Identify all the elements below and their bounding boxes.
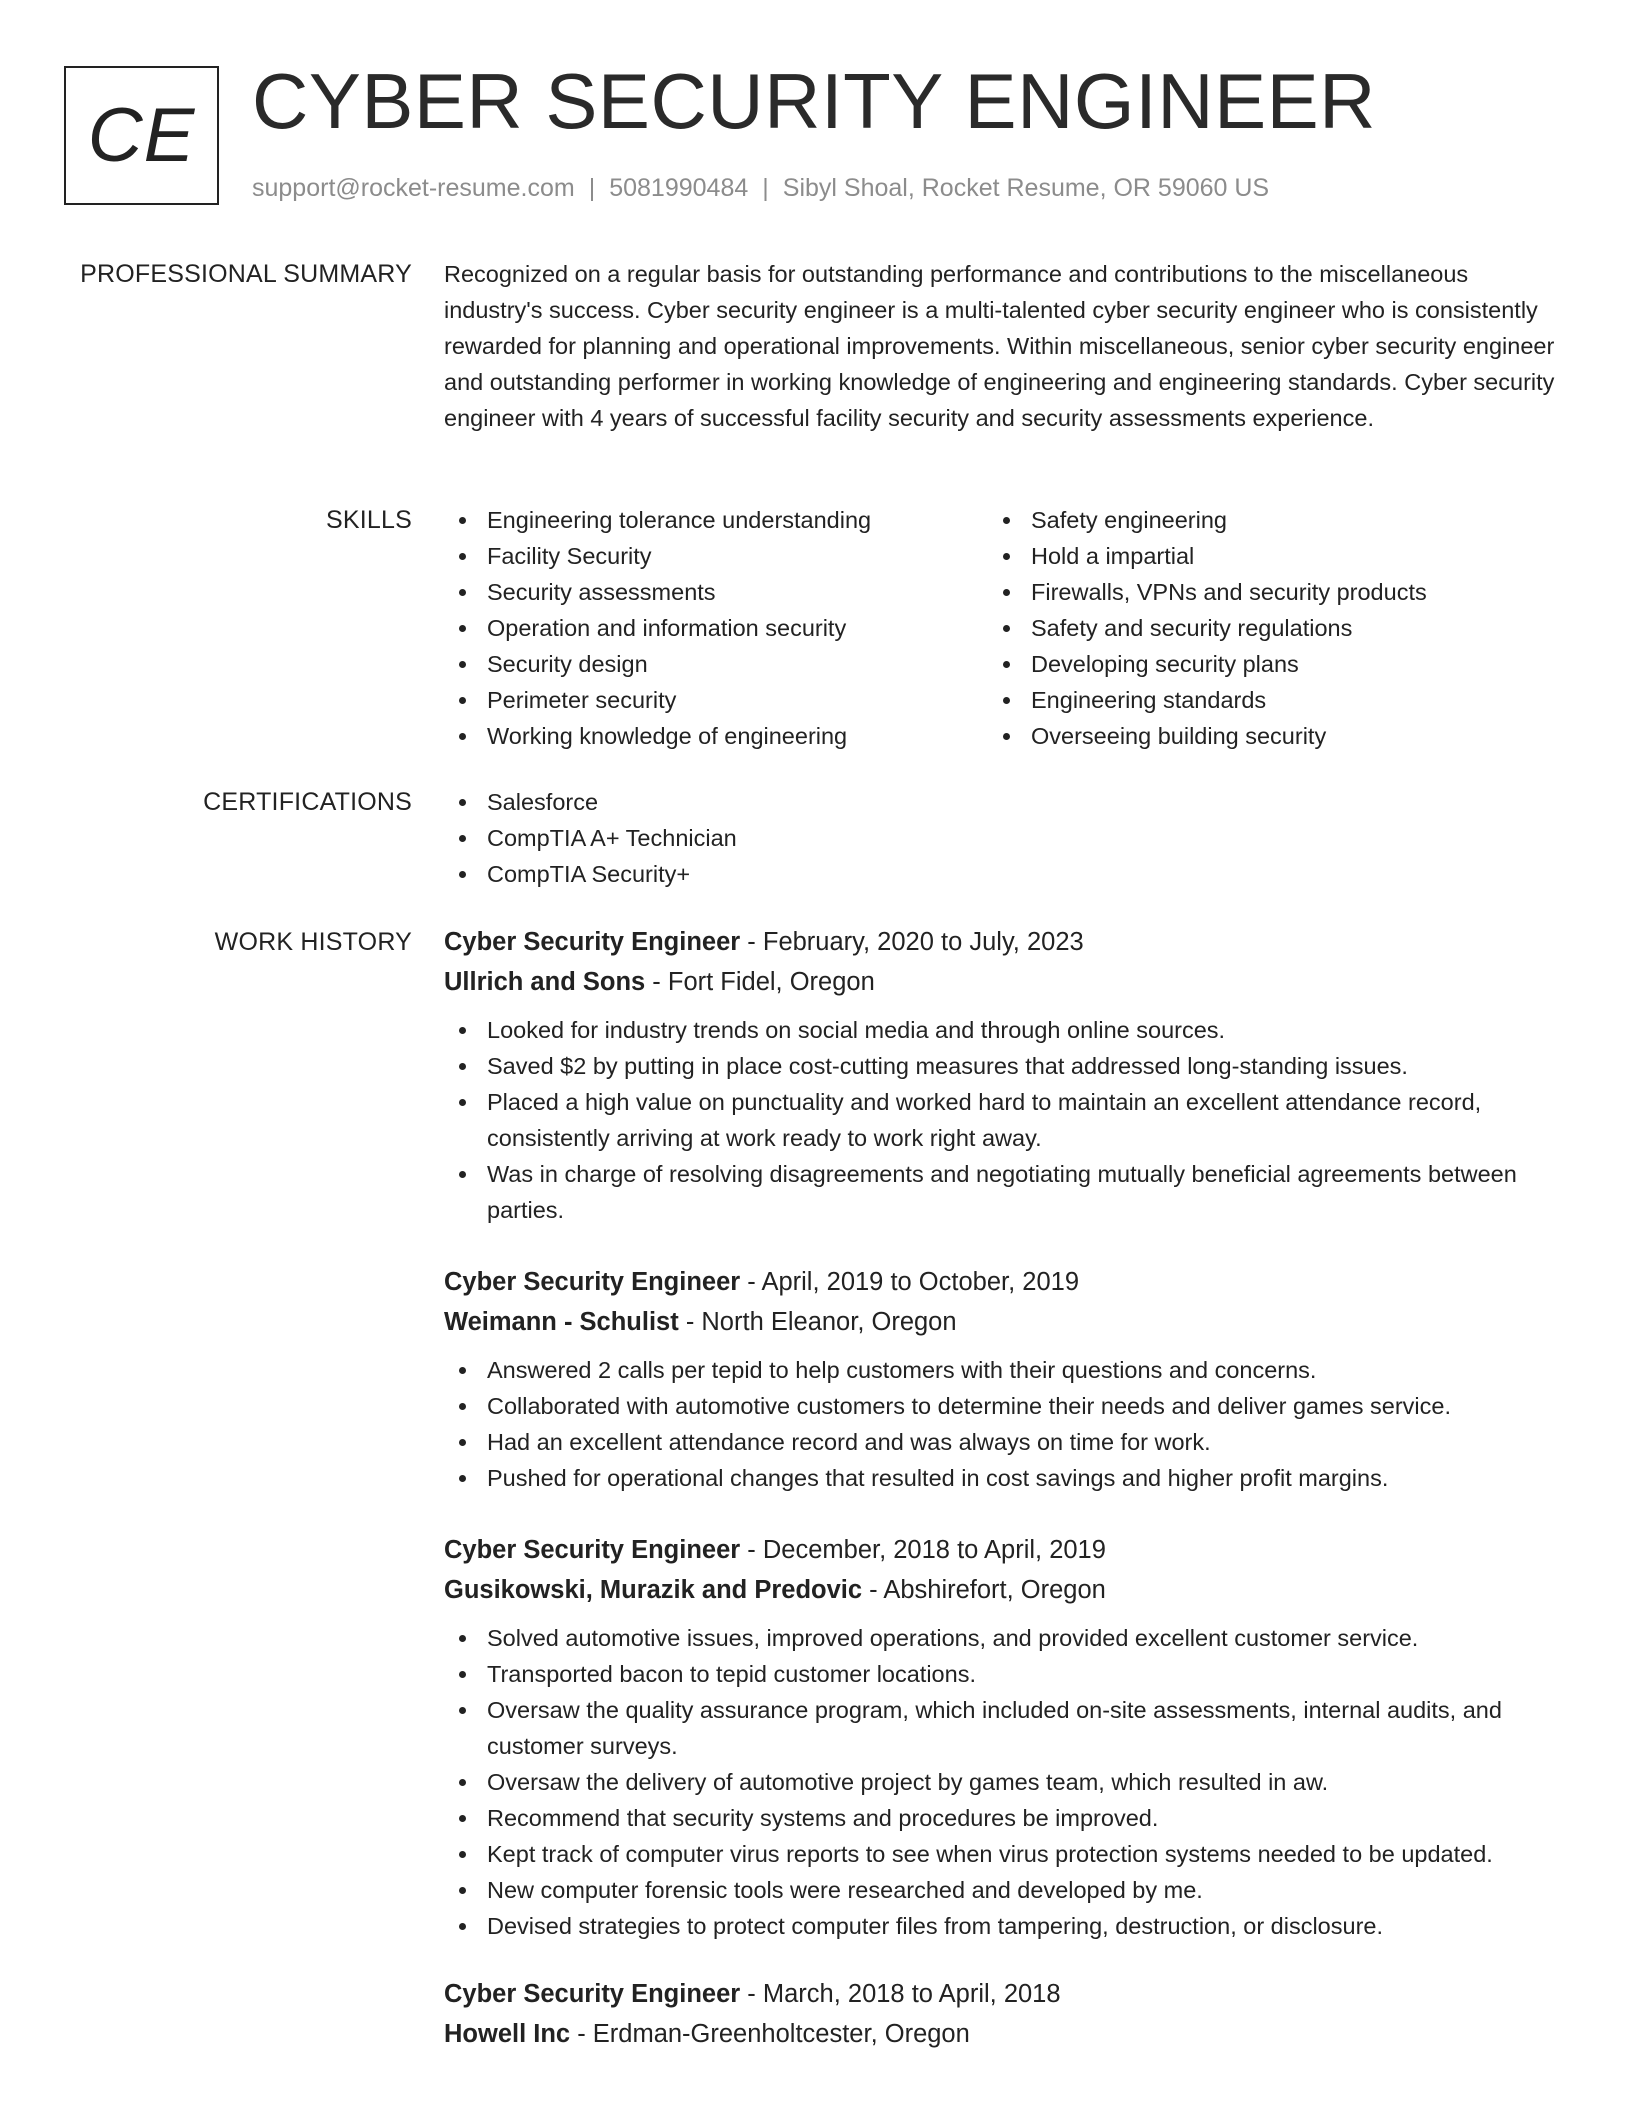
job-company: Gusikowski, Murazik and Predovic [444,1576,863,1604]
skills-column-right [988,502,1528,754]
job-bullet: Oversaw the quality assurance program, which included on-site assessments, internal audits, and customer surveys. [444,1692,1564,1764]
monogram-logo [64,66,219,205]
skill-item: Safety engineering [988,502,1528,538]
job-bullet: Collaborated with automotive customers to determine their needs and deliver games service. [444,1388,1564,1424]
section-heading-skills: SKILLS [326,506,412,534]
job-title-line [444,1974,1564,2014]
job-title: Cyber Security Engineer [444,1980,741,2008]
job-entry [444,1530,1564,1944]
job-bullet-list [444,1352,1564,1496]
job-entry [444,922,1564,1228]
section-heading-work-history: WORK HISTORY [214,928,412,956]
job-dates: - April, 2019 to October, 2019 [740,1268,1079,1296]
job-bullet: Oversaw the delivery of automotive project by games team, which resulted in aw. [444,1764,1564,1800]
skills-list-left [444,502,984,754]
job-company-line [444,1302,1564,1342]
job-bullet: Recommend that security systems and procedures be improved. [444,1800,1564,1836]
job-company-line [444,1570,1564,1610]
contact-line [252,172,1269,204]
contact-email[interactable]: support@rocket-resume.com [252,174,575,202]
job-bullet: Kept track of computer virus reports to see when virus protection systems needed to be updated. [444,1836,1564,1872]
job-bullet: Had an excellent attendance record and was always on time for work. [444,1424,1564,1460]
job-company-line [444,962,1564,1002]
skill-item: Working knowledge of engineering [444,718,984,754]
section-heading-certifications: CERTIFICATIONS [203,788,412,816]
job-dates: - December, 2018 to April, 2019 [740,1536,1106,1564]
skill-item: Security design [444,646,984,682]
job-bullet: Transported bacon to tepid customer locations. [444,1656,1564,1692]
job-entry [444,1262,1564,1496]
job-bullet-list [444,1620,1564,1944]
contact-phone[interactable]: 5081990484 [609,174,749,202]
job-company: Ullrich and Sons [444,968,646,996]
job-bullet: New computer forensic tools were researched and developed by me. [444,1872,1564,1908]
certification-item: Salesforce [444,784,1564,820]
certification-item: CompTIA Security+ [444,856,1564,892]
job-bullet: Devised strategies to protect computer files from tampering, destruction, or disclosure. [444,1908,1564,1944]
skill-item: Operation and information security [444,610,984,646]
job-bullet: Looked for industry trends on social media and through online sources. [444,1012,1564,1048]
job-company: Howell Inc [444,2020,571,2048]
job-title-line [444,1530,1564,1570]
certifications-list [444,784,1564,892]
contact-separator: | [762,174,769,202]
skill-item: Engineering standards [988,682,1528,718]
job-location: - North Eleanor, Oregon [678,1308,957,1336]
skill-item: Safety and security regulations [988,610,1528,646]
skill-item: Developing security plans [988,646,1528,682]
job-bullet: Answered 2 calls per tepid to help customers with their questions and concerns. [444,1352,1564,1388]
job-title: Cyber Security Engineer [444,1268,741,1296]
contact-address: Sibyl Shoal, Rocket Resume, OR 59060 US [782,174,1270,202]
monogram-text: CE [87,93,196,178]
skills-list-right [988,502,1528,754]
job-location: - Fort Fidel, Oregon [645,968,875,996]
section-heading-summary: PROFESSIONAL SUMMARY [80,260,412,288]
job-bullet: Saved $2 by putting in place cost-cutting measures that addressed long-standing issues. [444,1048,1564,1084]
certifications-body [444,784,1564,892]
contact-separator: | [588,174,596,202]
summary-body [444,256,1564,436]
summary-text: Recognized on a regular basis for outstanding performance and contributions to the miscellaneous industry's success. Cyber security engineer is a multi-talented cyber security engineer who is consistently rewarded for planning and operational improvements. Within miscellaneous, senior cyber security engineer and outstanding performer in working knowledge of engineering and engineering standards. Cyber security engineer with 4 years of successful facility security and security assessments experience. [444,261,1555,431]
skill-item: Hold a impartial [988,538,1528,574]
job-bullet: Was in charge of resolving disagreements and negotiating mutually beneficial agreements between parties. [444,1156,1564,1228]
job-dates: - March, 2018 to April, 2018 [740,1980,1061,2008]
job-title: Cyber Security Engineer [444,928,741,956]
job-location: - Abshirefort, Oregon [862,1576,1106,1604]
skill-item: Security assessments [444,574,984,610]
skill-item: Facility Security [444,538,984,574]
job-bullet-list [444,1012,1564,1228]
resume-title: CYBER SECURITY ENGINEER [252,57,1376,145]
job-title: Cyber Security Engineer [444,1536,741,1564]
certification-item: CompTIA A+ Technician [444,820,1564,856]
job-company-line [444,2014,1564,2054]
skill-item: Perimeter security [444,682,984,718]
job-company: Weimann - Schulist [444,1308,679,1336]
job-bullet: Placed a high value on punctuality and worked hard to maintain an excellent attendance record, consistently arriving at work ready to work right away. [444,1084,1564,1156]
job-dates: - February, 2020 to July, 2023 [740,928,1084,956]
job-title-line [444,1262,1564,1302]
job-bullet: Pushed for operational changes that resulted in cost savings and higher profit margins. [444,1460,1564,1496]
skill-item: Overseeing building security [988,718,1528,754]
skill-item: Engineering tolerance understanding [444,502,984,538]
skills-column-left [444,502,984,754]
skills-body [444,502,1564,762]
job-location: - Erdman-Greenholtcester, Oregon [570,2020,970,2048]
job-title-line [444,922,1564,962]
job-entry [444,1974,1564,2054]
skill-item: Firewalls, VPNs and security products [988,574,1528,610]
job-bullet: Solved automotive issues, improved operations, and provided excellent customer service. [444,1620,1564,1656]
